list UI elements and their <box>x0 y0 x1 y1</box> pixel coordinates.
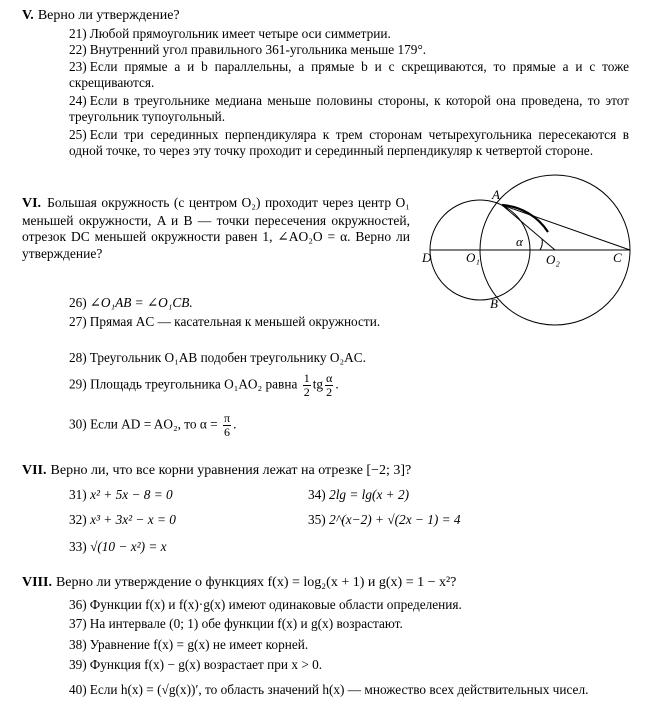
item-28-text: Треугольник O₁AB подобен треугольнику O₂AC. <box>89 350 366 365</box>
item-29-tg: tg <box>312 376 324 392</box>
item-30-text: Если AD = AO₂, то α = <box>90 416 218 432</box>
item-40-text: Если h(x) = (√g(x))′, то область значений h(x) — множество всех действительных чисел. <box>89 682 589 697</box>
item-31-number: 31) <box>69 487 87 502</box>
item-27 <box>69 314 409 330</box>
item-27-number: 27) <box>69 314 87 329</box>
item-22-number: 22) <box>69 42 87 57</box>
item-32-equation: x³ + 3x² − x = 0 <box>90 512 176 527</box>
item-35-equation: 2^(x−2) + √(2x − 1) = 4 <box>329 512 461 527</box>
item-24-number: 24) <box>69 93 87 108</box>
item-36-number: 36) <box>69 597 87 612</box>
item-23 <box>69 59 629 91</box>
item-21-number: 21) <box>69 26 87 41</box>
item-25-number: 25) <box>69 127 87 142</box>
item-33 <box>69 539 167 555</box>
section-5-heading <box>22 8 180 24</box>
item-30-number: 30) <box>69 416 87 432</box>
item-34-equation: 2lg = lg(x + 2) <box>329 487 410 502</box>
item-30 <box>69 412 236 439</box>
item-24-text: Если в треугольнике медиана меньше половины стороны, к которой она проведена, то этот треугольник тупоугольный. <box>69 93 629 124</box>
item-38 <box>69 637 629 653</box>
item-29-number: 29) <box>69 376 87 392</box>
item-32 <box>69 512 176 528</box>
item-23-number: 23) <box>69 59 87 74</box>
item-35-number: 35) <box>308 512 326 527</box>
item-39-number: 39) <box>69 657 87 672</box>
item-36-text: Функции f(x) и f(x)·g(x) имеют одинаковые области определения. <box>89 597 462 612</box>
item-29-frac2-num: α <box>326 371 333 385</box>
label-a: A <box>492 187 500 202</box>
item-32-number: 32) <box>69 512 87 527</box>
label-o2: O₂ <box>546 252 560 267</box>
item-40-number: 40) <box>69 682 87 697</box>
item-22 <box>69 42 629 58</box>
label-b: B <box>490 296 498 311</box>
section-6-intro-text: Большая окружность (с центром O₂) проходит через центр O₁ меньшей окружности, A и B — точки пересечения окружностей, отрезок DC меньшей окружности равен 1, ∠AO₂O = α. Верно ли утверждение? <box>22 195 410 261</box>
item-27-text: Прямая AC — касательная к меньшей окружности. <box>89 314 381 329</box>
section-8-heading <box>22 575 456 591</box>
item-38-text: Уравнение f(x) = g(x) не имеет корней. <box>89 637 309 652</box>
item-29-frac2-den: 2 <box>326 385 333 399</box>
label-d: D <box>422 250 432 265</box>
item-29-frac-den: 2 <box>303 385 310 399</box>
item-24 <box>69 93 629 125</box>
label-alpha: α <box>516 234 523 249</box>
section-7-title: Верно ли, что все корни уравнения лежат на отрезке [−2; 3]? <box>50 463 412 478</box>
section-7-roman: VII. <box>22 463 47 478</box>
two-circles-svg <box>420 188 635 316</box>
item-39-text: Функция f(x) − g(x) возрастает при x > 0. <box>89 657 323 672</box>
item-21 <box>69 26 629 42</box>
item-29-frac-num: 1 <box>303 371 310 385</box>
section-8-roman: VIII. <box>22 575 52 590</box>
label-c: C <box>613 250 622 265</box>
item-39 <box>69 657 629 673</box>
item-40 <box>69 682 629 698</box>
section-8-title: Верно ли утверждение о функциях f(x) = log₂(x + 1) и g(x) = 1 − x²? <box>55 575 457 590</box>
item-36 <box>69 597 629 613</box>
item-25 <box>69 127 629 159</box>
section-7-heading <box>22 463 411 479</box>
item-31 <box>69 487 173 503</box>
item-37-number: 37) <box>69 616 87 631</box>
section-5-roman: V. <box>22 8 34 23</box>
item-25-text: Если три серединных перпендикуляра к трем сторонам четырехугольника пересекаются в одной точке, то через эту точку проходит и серединный перпендикуляр к четвертой стороне. <box>69 127 629 158</box>
item-29-fraction-1-2 <box>303 372 311 399</box>
segment-a-o2 <box>502 205 555 250</box>
section-6-intro <box>22 195 410 262</box>
item-35 <box>308 512 461 528</box>
item-29-text: Площадь треугольника O₁AO₂ равна <box>90 376 298 392</box>
section-5-title: Верно ли утверждение? <box>37 8 180 23</box>
item-28-number: 28) <box>69 350 87 365</box>
item-29-fraction-alpha-2 <box>325 372 333 399</box>
item-31-equation: x² + 5x − 8 = 0 <box>90 487 173 502</box>
label-o1: O₁ <box>466 250 480 265</box>
item-33-number: 33) <box>69 539 87 554</box>
item-30-after: . <box>233 416 237 432</box>
item-37 <box>69 616 629 632</box>
angle-alpha-arc <box>540 239 542 250</box>
item-30-frac-num: π <box>224 411 231 425</box>
item-26-number: 26) <box>69 295 87 310</box>
item-30-fraction-pi-6 <box>223 412 231 439</box>
item-28 <box>69 350 429 366</box>
item-29-after: . <box>335 376 339 392</box>
item-34 <box>308 487 409 503</box>
item-22-text: Внутренний угол правильного 361-угольника меньше 179°. <box>89 42 427 57</box>
item-21-text: Любой прямоугольник имеет четыре оси симметрии. <box>89 26 391 41</box>
item-26 <box>69 295 409 311</box>
item-29 <box>69 372 339 399</box>
item-37-text: На интервале (0; 1) обе функции f(x) и g(x) возрастают. <box>89 616 403 631</box>
two-circles-figure <box>420 188 635 316</box>
item-38-number: 38) <box>69 637 87 652</box>
section-6-roman: VI. <box>22 196 42 211</box>
item-33-equation: √(10 − x²) = x <box>90 539 167 554</box>
item-26-text: ∠O₁AB = ∠O₁CB. <box>89 295 193 310</box>
item-23-text: Если прямые a и b параллельны, а прямые b и c скрещиваются, то прямые a и c тоже скрещиваются. <box>69 59 629 90</box>
item-30-frac-den: 6 <box>224 425 231 439</box>
item-34-number: 34) <box>308 487 326 502</box>
